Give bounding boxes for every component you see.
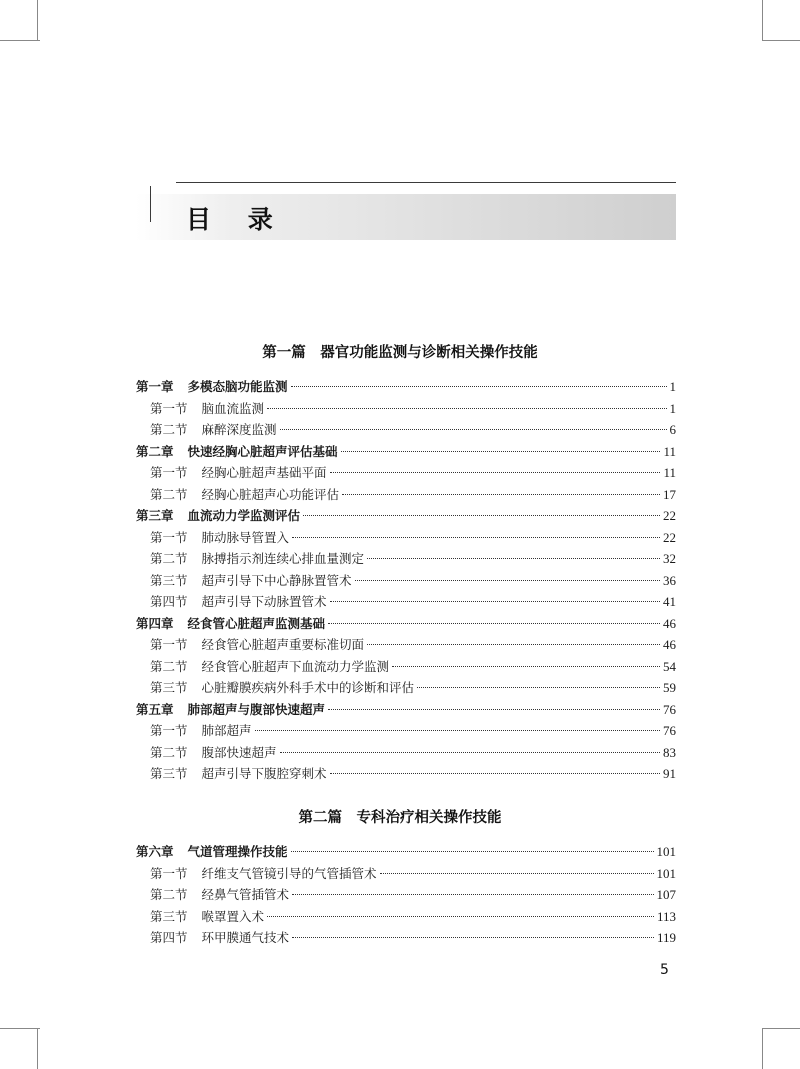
crop-mark-top-right-h [762,40,800,41]
toc-entry-title: 经食管心脏超声监测基础 [187,615,326,631]
toc-entry-title: 肺动脉导管置入 [201,529,290,545]
toc-dot-leader [417,687,660,688]
toc-dot-leader [267,408,666,409]
toc-entry-page: 11 [663,465,676,480]
toc-section-row[interactable] [136,763,676,785]
toc-dot-leader [280,752,660,753]
toc-section-row[interactable] [136,720,676,742]
toc-dot-leader [355,580,660,581]
toc-entry-title: 肺部超声 [201,723,252,738]
toc-entry-number: 第一节 [150,865,188,881]
toc-section-row[interactable] [136,634,676,656]
part-title-2: 第二篇 专科治疗相关操作技能 [298,810,502,826]
toc-chapter-row[interactable] [136,505,676,527]
toc-entry-page: 6 [669,422,676,437]
toc-dot-leader [342,494,660,495]
toc-entry-page: 76 [663,701,676,717]
toc-entry-page: 1 [669,400,676,416]
toc-entry-page: 107 [656,887,676,902]
toc-entry-page: 36 [663,572,676,588]
toc-entry-page: 41 [663,594,676,609]
toc-dot-leader [367,558,660,559]
toc-entry-page: 59 [663,680,676,695]
toc-entry-title: 快速经胸心脏超声评估基础 [187,443,338,459]
toc-entry-title: 经食管心脏超声下血流动力学监测 [201,658,390,674]
toc-entry-page: 54 [663,658,676,674]
toc-entry-number: 第三章 [136,508,174,523]
toc-dot-leader [292,537,660,538]
toc-entry-number: 第一节 [150,637,188,652]
toc-entry-number: 第四节 [150,930,188,945]
toc-entry-page: 91 [663,766,676,781]
toc-entry-page: 11 [663,443,676,459]
toc-dot-leader [267,916,654,917]
toc-dot-leader [303,515,660,516]
toc-section-row[interactable] [136,863,676,885]
crop-mark-top-left-v [37,0,38,40]
toc-section-row[interactable] [136,884,676,906]
toc-dot-leader [380,873,654,874]
crop-mark-bottom-right-h [762,1028,800,1029]
toc-chapter-row[interactable] [136,376,676,398]
toc-chapter-row[interactable] [136,613,676,635]
toc-entry-number: 第二节 [150,658,188,674]
toc-entry-number: 第二节 [150,744,188,760]
toc-dot-leader [328,709,660,710]
toc-entry-number: 第一节 [150,723,188,738]
toc-dot-leader [328,623,660,624]
toc-entry-number: 第一节 [150,400,188,416]
header-rule [176,182,676,183]
toc-entry-number: 第二节 [150,551,188,566]
toc-entry-page: 83 [663,744,676,760]
toc-entry-page: 46 [663,615,676,631]
toc-entry-page: 76 [663,723,676,738]
toc-section-row[interactable] [136,484,676,506]
toc-list-part-1 [136,376,676,785]
toc-entry-title: 脑血流监测 [201,400,265,416]
toc-section-row[interactable] [136,570,676,592]
toc-entry-title: 超声引导下腹腔穿刺术 [201,766,327,781]
toc-dot-leader [292,937,654,938]
toc-entry-number: 第五章 [136,701,174,717]
toc-entry-page: 32 [663,551,676,566]
toc-section-row[interactable] [136,462,676,484]
page-title: 目 录 [186,205,287,234]
toc-entry-number: 第二节 [150,422,188,437]
toc-section-row[interactable] [136,927,676,949]
toc-entry-page: 17 [663,486,676,502]
toc-entry-page: 22 [663,529,676,545]
toc-section-row[interactable] [136,548,676,570]
toc-entry-number: 第三节 [150,908,188,924]
toc-section-row[interactable] [136,398,676,420]
toc-entry-page: 101 [656,844,676,859]
toc-entry-title: 肺部超声与腹部快速超声 [187,701,326,717]
toc-dot-leader [330,472,661,473]
toc-dot-leader [255,730,660,731]
toc-dot-leader [292,894,653,895]
toc-dot-leader [291,851,654,852]
toc-entry-number: 第四节 [150,594,188,609]
toc-list-part-2 [136,841,676,949]
toc-entry-title: 纤维支气管镜引导的气管插管术 [201,865,377,881]
toc-entry-title: 超声引导下中心静脉置管术 [201,572,352,588]
toc-header [136,182,676,240]
page-number: 5 [660,962,669,978]
toc-entry-title: 经鼻气管插管术 [201,887,290,902]
crop-mark-bottom-left-v [37,1028,38,1069]
toc-entry-number: 第二节 [150,486,188,502]
toc-entry-title: 气道管理操作技能 [187,844,288,859]
toc-entry-title: 腹部快速超声 [201,744,277,760]
toc-entry-page: 113 [656,908,676,924]
crop-mark-bottom-right-v [762,1028,763,1069]
toc-entry-number: 第一节 [150,465,188,480]
toc-entry-page: 101 [656,865,676,881]
toc-entry-title: 环甲膜通气技术 [201,930,290,945]
toc-chapter-row[interactable] [136,441,676,463]
toc-entry-page: 119 [656,930,676,945]
toc-entry-number: 第一节 [150,529,188,545]
toc-section-row[interactable] [136,527,676,549]
toc-dot-leader [392,666,660,667]
crop-mark-bottom-left-h [0,1028,40,1029]
toc-entry-number: 第四章 [136,615,174,631]
toc-dot-leader [341,451,661,452]
toc-section-row[interactable] [136,677,676,699]
toc-entry-title: 血流动力学监测评估 [187,508,301,523]
toc-chapter-row[interactable] [136,841,676,863]
toc-entry-number: 第三节 [150,766,188,781]
toc-dot-leader [330,773,660,774]
toc-dot-leader [367,644,660,645]
toc-dot-leader [330,601,660,602]
toc-entry-title: 脉搏指示剂连续心排血量测定 [201,551,365,566]
toc-section-row[interactable] [136,419,676,441]
toc-section-row[interactable] [136,591,676,613]
toc-section-row[interactable] [136,656,676,678]
toc-section-row[interactable] [136,742,676,764]
toc-entry-title: 多模态脑功能监测 [187,379,288,394]
part-title-1: 第一篇 器官功能监测与诊断相关操作技能 [262,345,538,361]
toc-entry-page: 22 [663,508,676,523]
toc-entry-number: 第三节 [150,572,188,588]
toc-entry-number: 第六章 [136,844,174,859]
header-accent-line [150,186,151,222]
toc-entry-number: 第二节 [150,887,188,902]
toc-entry-number: 第三节 [150,680,188,695]
crop-mark-top-left-h [0,40,40,41]
toc-entry-title: 经胸心脏超声心功能评估 [201,486,340,502]
toc-entry-title: 心脏瓣膜疾病外科手术中的诊断和评估 [201,680,415,695]
toc-entry-number: 第一章 [136,379,174,394]
toc-entry-title: 经食管心脏超声重要标准切面 [201,637,365,652]
toc-entry-title: 超声引导下动脉置管术 [201,594,327,609]
crop-mark-top-right-v [762,0,763,40]
toc-entry-number: 第二章 [136,443,174,459]
toc-entry-title: 经胸心脏超声基础平面 [201,465,327,480]
toc-dot-leader [280,429,667,430]
toc-entry-title: 麻醉深度监测 [201,422,277,437]
toc-section-row[interactable] [136,906,676,928]
toc-dot-leader [291,386,667,387]
toc-entry-page: 46 [663,637,676,652]
toc-entry-title: 喉罩置入术 [201,908,265,924]
toc-chapter-row[interactable] [136,699,676,721]
toc-entry-page: 1 [669,379,676,394]
